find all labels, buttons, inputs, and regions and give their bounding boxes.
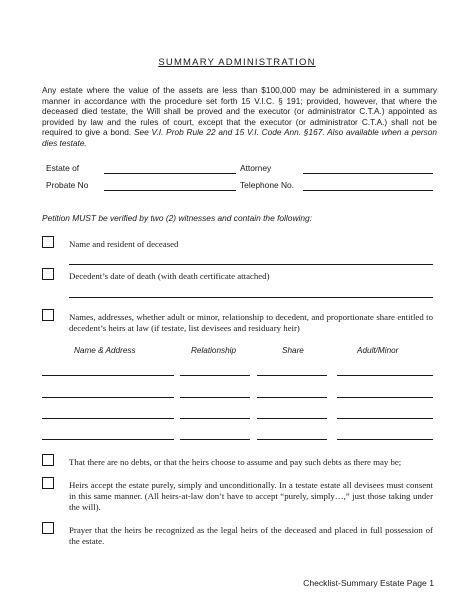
heir-row-4-relationship[interactable] bbox=[180, 439, 250, 440]
heir-row-4-name[interactable] bbox=[42, 439, 174, 440]
heir-row-2-name[interactable] bbox=[42, 397, 174, 398]
checkbox-item-4[interactable] bbox=[42, 454, 54, 466]
heir-row-3-relationship[interactable] bbox=[180, 418, 250, 419]
attorney-field[interactable] bbox=[303, 173, 433, 174]
intro-paragraph bbox=[42, 85, 437, 149]
heir-row-3-adult-minor[interactable] bbox=[337, 418, 433, 419]
item-4-text: That there are no debts, or that the heirs choose to assume and pay such debts as there may be; bbox=[69, 457, 402, 467]
heir-row-3-share[interactable] bbox=[257, 418, 327, 419]
heirs-col-name-address: Name & Address bbox=[74, 346, 136, 355]
heirs-col-relationship: Relationship bbox=[191, 346, 237, 355]
item-5-text: Heirs accept the estate purely, simply and unconditionally. In a testate estate all devisees must consent in this same manner. (All heirs-at-law don’t have to accept “purely, simply…,” just those taking under the will). bbox=[69, 480, 433, 512]
heir-row-2-share[interactable] bbox=[257, 397, 327, 398]
checkbox-item-1[interactable] bbox=[42, 236, 54, 248]
heir-row-2-relationship[interactable] bbox=[180, 397, 250, 398]
intro-citation: See V.I. Prob Rule 22 and 15 V.I. Code Ann. §167. Also available when a person dies testate. bbox=[42, 127, 438, 148]
heir-row-2-adult-minor[interactable] bbox=[337, 397, 433, 398]
attorney-label: Attorney bbox=[240, 163, 272, 173]
page-footer: Checklist-Summary Estate Page 1 bbox=[303, 578, 434, 588]
item-6-text: Prayer that the heirs be recognized as the legal heirs of the deceased and placed in full possession of the estate. bbox=[69, 525, 433, 546]
item-1-answer-line[interactable] bbox=[69, 264, 433, 265]
telephone-field[interactable] bbox=[303, 190, 433, 191]
estate-of-label: Estate of bbox=[46, 163, 80, 173]
checkbox-item-6[interactable] bbox=[42, 522, 54, 534]
item-1-text: Name and resident of deceased bbox=[69, 239, 179, 249]
heir-row-1-adult-minor[interactable] bbox=[337, 375, 433, 376]
page-title: SUMMARY ADMINISTRATION bbox=[158, 57, 316, 68]
probate-no-field[interactable] bbox=[104, 190, 236, 191]
heir-row-1-relationship[interactable] bbox=[180, 375, 250, 376]
item-3-text: Names, addresses, whether adult or minor, relationship to decedent, and proportionate share entitled to decedent’s heirs at law (if testate, list devisees and residuary heir) bbox=[69, 312, 433, 333]
heir-row-4-share[interactable] bbox=[257, 439, 327, 440]
heir-row-3-name[interactable] bbox=[42, 418, 174, 419]
item-2-text: Decedent’s date of death (with death certificate attached) bbox=[69, 271, 270, 281]
heir-row-1-name[interactable] bbox=[42, 375, 174, 376]
checkbox-item-2[interactable] bbox=[42, 268, 54, 280]
heirs-col-share: Share bbox=[282, 346, 304, 355]
heirs-col-adult-minor: Adult/Minor bbox=[357, 346, 399, 355]
checkbox-item-5[interactable] bbox=[42, 477, 54, 489]
heir-row-1-share[interactable] bbox=[257, 375, 327, 376]
telephone-label: Telephone No. bbox=[240, 180, 295, 190]
heir-row-4-adult-minor[interactable] bbox=[337, 439, 433, 440]
intro-text: Any estate where the value of the assets are less than $100,000 may be administered in a summary manner in accordance with the procedure set forth 15 V.I.C. § 191; provided, however, that where the deceased died testate, the Will shall be proved and the executor (or administrator C.T.A.) appointed as provided by law and the rules of court, except that the executor (or administrator C.T.A.) shall not be required to give a bond. bbox=[42, 85, 437, 138]
probate-no-label: Probate No bbox=[46, 180, 89, 190]
petition-heading: Petition MUST be verified by two (2) witnesses and contain the following: bbox=[42, 213, 312, 223]
estate-of-field[interactable] bbox=[104, 173, 236, 174]
item-2-answer-line[interactable] bbox=[69, 297, 433, 298]
checkbox-item-3[interactable] bbox=[42, 309, 54, 321]
